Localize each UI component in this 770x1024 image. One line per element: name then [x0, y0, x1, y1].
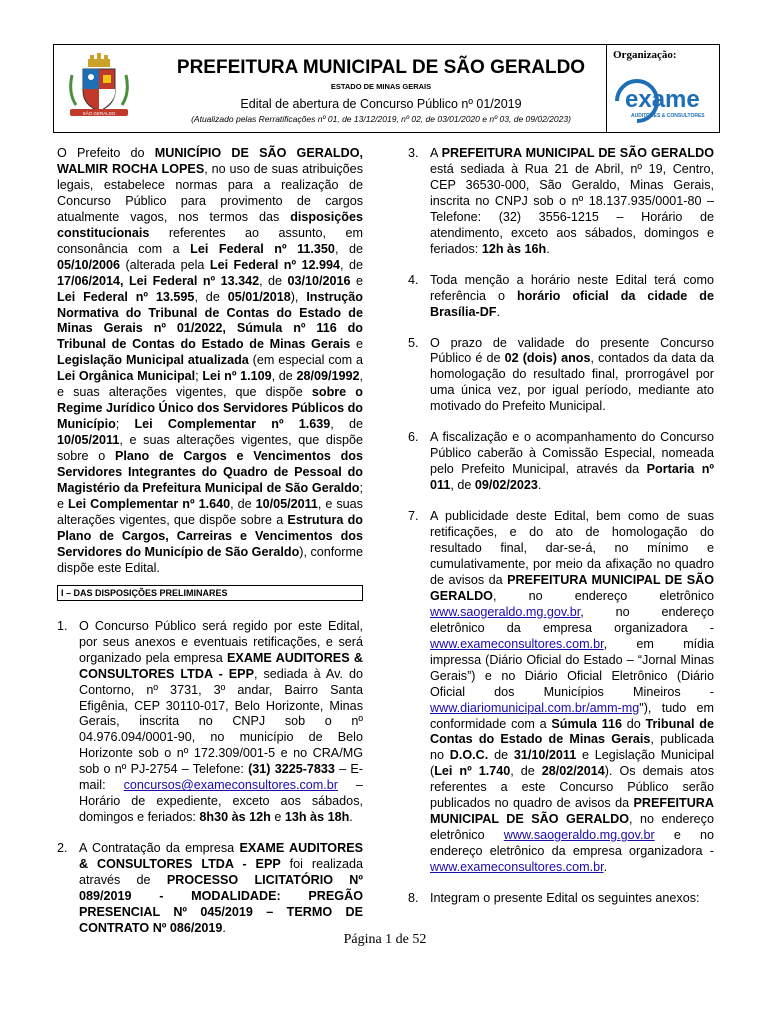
list-item-8: 8. Integram o presente Edital os seguintes anexos:	[408, 891, 700, 906]
exameconsultores-link-2[interactable]: www.exameconsultores.com.br	[430, 860, 604, 875]
item-number: 4.	[408, 272, 419, 287]
organizer-box	[606, 45, 720, 132]
municipal-crest-icon	[66, 53, 132, 123]
edital-subtitle: Edital de abertura de Concurso Público nº 01/2019	[240, 97, 522, 111]
item-number: 3.	[408, 146, 419, 160]
saogeraldo-link-2[interactable]: www.saogeraldo.mg.gov.br	[503, 828, 655, 843]
document-header	[53, 44, 720, 133]
svg-text:AUDITORES & CONSULTORES: AUDITORES & CONSULTORES	[631, 113, 705, 119]
list-item-7: 7. A publicidade deste Edital, bem como de suas retificações, e do ato de homologação do resultado final, dar-se-á, no mínimo e cumulativamente, por meio da afixação no quadro de avisos da PREFEITURA MUNICIPAL DE SÃO GERALDO, no endereço eletrônico www.saogeraldo.mg.gov.br, no endereço eletrônico da empresa organizadora - www.exameconsultores.com.br, em mídia impressa (Diário Oficial do Estado – “Jornal Minas Gerais”) e no Diário Oficial Eletrônico (Diário Oficial dos Municípios Mineiros - www.diariomunicipal.com.br/amm-mg"), tudo em conformidade com a Súmula 116 do Tribunal de Contas do Estado de Minas Gerais, publicada no D.O.C. de 31/10/2011 e Legislação Municipal (Lei nº 1.740, de 28/02/2014). Os demais atos referentes a este Concurso Público serão publicados no quadro de avisos da PREFEITURA MUNICIPAL DE SÃO GERALDO, no endereço eletrônico www.saogeraldo.mg.gov.br e no endereço eletrônico da empresa organizadora - www.exameconsultores.com.br.	[408, 509, 714, 875]
page-number: Página 1 de 52	[343, 932, 427, 947]
exameconsultores-link[interactable]: www.exameconsultores.com.br	[430, 636, 604, 651]
item-number: 5.	[408, 335, 419, 350]
item-number: 6.	[408, 430, 419, 445]
organizer-label: Organização:	[613, 49, 677, 61]
diariomunicipal-link[interactable]: www.diariomunicipal.com.br/amm-mg	[430, 700, 640, 715]
email-link[interactable]: concursos@exameconsultores.com.br	[123, 778, 338, 793]
list-item-6: 6. A fiscalização e o acompanhamento do Concurso Público caberão à Comissão Especial, nomeada pelo Prefeito Municipal, através da Portaria nº 011, de 09/02/2023.	[408, 430, 714, 493]
exame-logo-icon	[611, 75, 719, 125]
update-note: (Atualizado pelas Rerratificações nº 01, de 13/12/2019, nº 02, de 03/01/2020 e nº 03, de 09/02/2023)	[191, 114, 571, 124]
left-column	[57, 146, 363, 937]
section-heading: I – DAS DISPOSIÇÕES PRELIMINARES	[57, 585, 363, 601]
saogeraldo-link[interactable]: www.saogeraldo.mg.gov.br	[430, 604, 581, 619]
intro-paragraph: O Prefeito do MUNICÍPIO DE SÃO GERALDO, WALMIR ROCHA LOPES, no uso de suas atribuições legais, estabelece normas para a realização de Concurso Público para provimento de cargos atualmente vagos, nos termos das disposições constitucionais referentes ao assunto, em consonância com a Lei Federal nº 11.350, de 05/10/2006 (alterada pela Lei Federal nº 12.994, de 17/06/2014, Lei Federal nº 13.342, de 03/10/2016 e Lei Federal nº 13.595, de 05/01/2018), Instrução Normativa do Tribunal de Contas do Estado de Minas Gerais nº 01/2022, Súmula nº 116 do Tribunal de Contas do Estado de Minas Gerais e Legislação Municipal atualizada (em especial com a Lei Orgânica Municipal; Lei nº 1.109, de 28/09/1992, e suas alterações vigentes, que dispõe sobre o Regime Jurídico Único dos Servidores Públicos do Município; Lei Complementar nº 1.639, de 10/05/2011, e suas alterações vigentes, que dispõe sobre o Plano de Cargos e Vencimentos dos Servidores Integrantes do Quadro de Pessoal do Magistério da Prefeitura Municipal de São Geraldo; e Lei Complementar nº 1.640, de 10/05/2011, e suas alterações vigentes, que dispõe sobre a Estrutura do Plano de Cargos, Carreiras e Vencimentos dos Servidores do Município de São Geraldo), conforme dispõe este Edital.	[57, 146, 364, 575]
right-column	[408, 146, 714, 907]
item-number: 1.	[57, 618, 68, 633]
list-item-1: 1. O Concurso Público será regido por este Edital, por seus anexos e eventuais retificações, e será organizado pela empresa EXAME AUDITORES & CONSULTORES LTDA - EPP, sediada à Av. do Contorno, nº 3731, 3º andar, Bairro Santa Efigênia, CEP 30110-017, Belo Horizonte, Minas Gerais, inscrita no CNPJ sob o nº 04.976.094/0001-90, no município de Belo Horizonte sob o nº 172.309/001-5 e no CRA/MG sob o nº PJ-2754 – Telefone: (31) 3225-7833 – E-mail: concursos@exameconsultores.com.br – Horário de expediente, exceto aos sábados, domingos e feriados: 8h30 às 12h e 13h às 18h.	[57, 618, 363, 825]
item-number: 8.	[408, 891, 419, 906]
document-title: PREFEITURA MUNICIPAL DE SÃO GERALDO	[176, 57, 586, 78]
svg-text:exame: exame	[625, 86, 700, 113]
list-item-3: 3. A PREFEITURA MUNICIPAL DE SÃO GERALDO está sediada à Rua 21 de Abril, nº 19, Centro, CEP 36530-000, São Geraldo, Minas Gerais, inscrita no CNPJ sob o nº 18.137.935/0001-80 – Telefone: (32) 3556-1215 – Horário de atendimento, exceto aos sábados, domingos e feriados: 12h às 16h.	[408, 146, 714, 256]
svg-text:SÃO GERALDO: SÃO GERALDO	[82, 111, 116, 116]
state-name: ESTADO DE MINAS GERAIS	[330, 82, 432, 91]
list-item-2: 2. A Contratação da empresa EXAME AUDITORES & CONSULTORES LTDA - EPP foi realizada através de PROCESSO LICITATÓRIO Nº 089/2019 - MODALIDADE: PREGÃO PRESENCIAL Nº 045/2019 – TERMO DE CONTRATO Nº 086/2019.	[57, 841, 363, 935]
item-number: 2.	[57, 841, 68, 856]
list-item-5: 5. O prazo de validade do presente Concurso Público é de 02 (dois) anos, contados da data da homologação do resultado final, prorrogável por uma única vez, por igual período, mediante ato motivado do Prefeito Municipal.	[408, 335, 714, 414]
item-number: 7.	[408, 509, 419, 524]
list-item-4: 4. Toda menção a horário neste Edital terá como referência o horário oficial da cidade de Brasília-DF.	[408, 272, 714, 319]
